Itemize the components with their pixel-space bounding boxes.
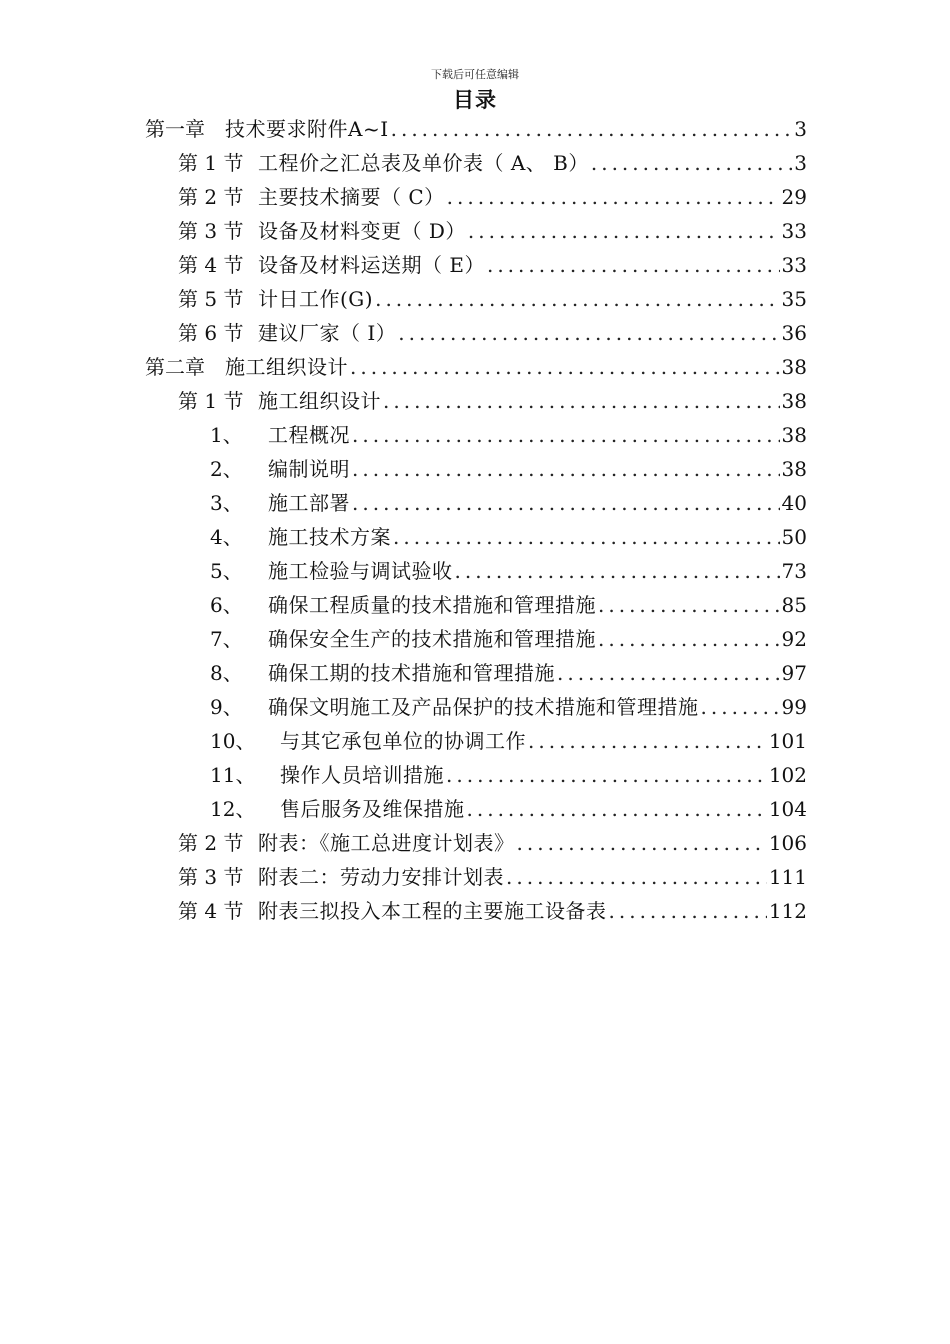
toc-entry-number: 第一章 bbox=[145, 117, 205, 141]
toc-entry-label: 附表二：劳动力安排计划表 bbox=[258, 865, 504, 889]
toc-leader-dots bbox=[383, 384, 780, 418]
toc-entry-label: 工程概况 bbox=[268, 423, 350, 447]
toc-title: 目录 bbox=[453, 88, 497, 112]
toc-entry-label: 设备及材料变更（ D） bbox=[258, 219, 466, 243]
toc-entry-label: 确保工程质量的技术措施和管理措施 bbox=[268, 593, 596, 617]
toc-leader-dots bbox=[447, 180, 780, 214]
toc-entry-number: 第 6 节 bbox=[178, 321, 244, 345]
toc-entry-number: 8、 bbox=[210, 661, 243, 685]
toc-entry-page: 33 bbox=[781, 219, 807, 243]
toc-entry-page: 102 bbox=[768, 763, 807, 787]
toc-entry[interactable] bbox=[210, 622, 807, 656]
toc-entry-page: 99 bbox=[781, 695, 807, 719]
toc-entry-number: 第 1 节 bbox=[178, 389, 244, 413]
toc-entry-label: 售后服务及维保措施 bbox=[280, 797, 465, 821]
toc-leader-dots bbox=[391, 112, 793, 146]
toc-entry-label: 建议厂家（ I） bbox=[258, 321, 397, 345]
toc-entry-label: 施工组织设计 bbox=[258, 389, 381, 413]
toc-leader-dots bbox=[557, 656, 780, 690]
toc-entry-page: 112 bbox=[768, 899, 807, 923]
toc-entry-page: 85 bbox=[781, 593, 807, 617]
toc-entry-page: 3 bbox=[794, 117, 807, 141]
toc-entry-number: 9、 bbox=[210, 695, 243, 719]
toc-leader-dots bbox=[375, 282, 779, 316]
toc-entry-number: 第 3 节 bbox=[178, 865, 244, 889]
toc-entry-number: 12、 bbox=[210, 797, 256, 821]
toc-entry-label: 与其它承包单位的协调工作 bbox=[280, 729, 526, 753]
toc-entry-label: 施工技术方案 bbox=[268, 525, 391, 549]
toc-leader-dots bbox=[591, 146, 792, 180]
toc-leader-dots bbox=[506, 860, 767, 894]
toc-entry-number: 第二章 bbox=[145, 355, 205, 379]
toc-entry-label: 确保工期的技术措施和管理措施 bbox=[268, 661, 555, 685]
toc-entry-label: 确保安全生产的技术措施和管理措施 bbox=[268, 627, 596, 651]
toc-entry-page: 3 bbox=[794, 151, 807, 175]
toc-leader-dots bbox=[528, 724, 767, 758]
toc-entry-label: 编制说明 bbox=[268, 457, 350, 481]
toc-entry[interactable] bbox=[210, 792, 807, 826]
toc-entry[interactable] bbox=[178, 384, 807, 418]
toc-entry-number: 第 2 节 bbox=[178, 831, 244, 855]
toc-entry-number: 5、 bbox=[210, 559, 243, 583]
toc-leader-dots bbox=[352, 452, 780, 486]
toc-entry-page: 40 bbox=[781, 491, 807, 515]
toc-entry-page: 33 bbox=[781, 253, 807, 277]
toc-entry-page: 101 bbox=[768, 729, 807, 753]
toc-entry-page: 104 bbox=[768, 797, 807, 821]
toc-entry-page: 36 bbox=[781, 321, 807, 345]
toc-entry-label: 操作人员培训措施 bbox=[280, 763, 444, 787]
toc-entry-page: 38 bbox=[781, 355, 807, 379]
toc-entry-number: 第 4 节 bbox=[178, 253, 244, 277]
toc-entry[interactable] bbox=[210, 554, 807, 588]
toc-entry-page: 38 bbox=[781, 389, 807, 413]
toc-entry[interactable] bbox=[178, 146, 807, 180]
toc-entry-page: 38 bbox=[781, 423, 807, 447]
toc-entry[interactable] bbox=[210, 452, 807, 486]
toc-entry-number: 2、 bbox=[210, 457, 243, 481]
toc-entry[interactable] bbox=[178, 860, 807, 894]
toc-leader-dots bbox=[609, 894, 767, 928]
toc-entry-label: 附表：《施工总进度计划表》 bbox=[258, 831, 515, 855]
toc-leader-dots bbox=[598, 588, 780, 622]
toc-entry-number: 第 1 节 bbox=[178, 151, 244, 175]
toc-entry-page: 35 bbox=[781, 287, 807, 311]
toc-entry-page: 29 bbox=[781, 185, 807, 209]
header-note: 下载后可任意编辑 bbox=[431, 68, 519, 81]
toc-entry-page: 111 bbox=[768, 865, 807, 889]
toc-entry-number: 第 5 节 bbox=[178, 287, 244, 311]
toc-leader-dots bbox=[487, 248, 780, 282]
toc-entry-label: 施工部署 bbox=[268, 491, 350, 515]
toc-entry[interactable] bbox=[178, 214, 807, 248]
toc-entry[interactable] bbox=[178, 180, 807, 214]
toc-entry[interactable] bbox=[210, 724, 807, 758]
toc-entry[interactable] bbox=[210, 588, 807, 622]
toc-entry-page: 73 bbox=[781, 559, 807, 583]
toc-entry[interactable] bbox=[178, 248, 807, 282]
toc-leader-dots bbox=[517, 826, 767, 860]
toc-leader-dots bbox=[352, 418, 780, 452]
toc-leader-dots bbox=[598, 622, 780, 656]
toc-entry[interactable] bbox=[178, 826, 807, 860]
toc-leader-dots bbox=[398, 316, 779, 350]
toc-entry[interactable] bbox=[210, 418, 807, 452]
toc-entry-number: 6、 bbox=[210, 593, 243, 617]
toc-entry[interactable] bbox=[178, 316, 807, 350]
toc-entry-label: 附表三拟投入本工程的主要施工设备表 bbox=[258, 899, 607, 923]
toc-entry-label: 施工组织设计 bbox=[225, 355, 348, 379]
toc-entry-number: 3、 bbox=[210, 491, 243, 515]
toc-leader-dots bbox=[446, 758, 767, 792]
toc-entry[interactable] bbox=[145, 350, 807, 384]
toc-entry-number: 7、 bbox=[210, 627, 243, 651]
toc-entry-page: 92 bbox=[781, 627, 807, 651]
toc-entry-label: 技术要求附件A~I bbox=[225, 117, 389, 141]
toc-entry-label: 设备及材料运送期（ E） bbox=[258, 253, 485, 277]
toc-entry-label: 主要技术摘要（ C） bbox=[258, 185, 445, 209]
toc-leader-dots bbox=[350, 350, 780, 384]
toc-entry-number: 4、 bbox=[210, 525, 243, 549]
toc-entry-number: 第 4 节 bbox=[178, 899, 244, 923]
toc-entry-number: 10、 bbox=[210, 729, 256, 753]
toc-entry-number: 第 2 节 bbox=[178, 185, 244, 209]
toc-entry-page: 50 bbox=[781, 525, 807, 549]
toc-leader-dots bbox=[467, 792, 767, 826]
toc-entry-label: 计日工作(G) bbox=[258, 287, 374, 311]
toc-leader-dots bbox=[701, 690, 780, 724]
toc-leader-dots bbox=[352, 486, 780, 520]
toc-entry[interactable] bbox=[178, 894, 807, 928]
toc-entry-number: 1、 bbox=[210, 423, 243, 447]
toc-entry-page: 38 bbox=[781, 457, 807, 481]
toc-entry-label: 施工检验与调试验收 bbox=[268, 559, 453, 583]
toc-entry-label: 工程价之汇总表及单价表（ A、 B） bbox=[258, 151, 589, 175]
toc-entry[interactable] bbox=[178, 282, 807, 316]
toc-entry-label: 确保文明施工及产品保护的技术措施和管理措施 bbox=[268, 695, 699, 719]
toc-leader-dots bbox=[455, 554, 780, 588]
toc-entry-page: 97 bbox=[781, 661, 807, 685]
toc-entry-page: 106 bbox=[768, 831, 807, 855]
toc-entry[interactable] bbox=[210, 690, 807, 724]
toc-leader-dots bbox=[468, 214, 780, 248]
toc-entry-number: 11、 bbox=[210, 763, 256, 787]
toc-entry[interactable] bbox=[210, 758, 807, 792]
toc-leader-dots bbox=[393, 520, 780, 554]
toc-entry[interactable] bbox=[210, 520, 807, 554]
toc-entry[interactable] bbox=[145, 112, 807, 146]
toc-entry[interactable] bbox=[210, 656, 807, 690]
toc-entry[interactable] bbox=[210, 486, 807, 520]
toc-entry-number: 第 3 节 bbox=[178, 219, 244, 243]
